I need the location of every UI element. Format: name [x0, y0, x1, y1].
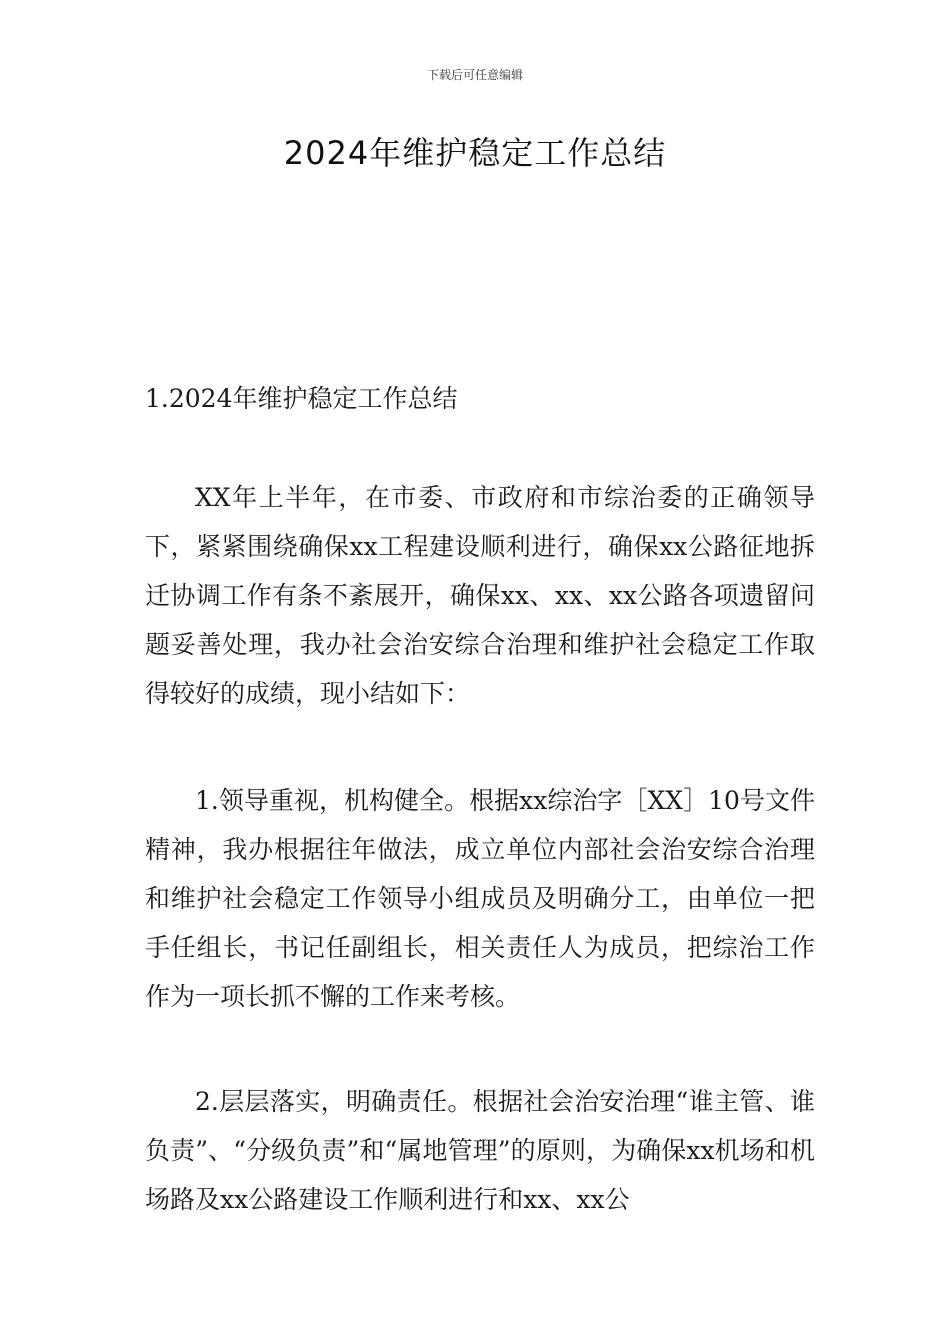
header-note: 下载后可任意编辑 [426, 68, 523, 82]
section-heading: 1.2024年维护稳定工作总结 [145, 384, 458, 413]
paragraph-responsibility: 2.层层落实，明确责任。根据社会治安治理“谁主管、谁负责”、“分级负责”和“属地管理”的原则，为确保xx机场和机场路及xx公路建设工作顺利进行和xx、xx公 [145, 1087, 815, 1214]
document-title: 2024年维护稳定工作总结 [283, 134, 667, 172]
paragraph-leadership: 1.领导重视，机构健全。根据xx综治字［XX］10号文件精神，我办根据往年做法，成立单位内部社会治安综合治理和维护社会稳定工作领导小组成员及明确分工，由单位一把手任组长，书记任副组长，相关责任人为成员，把综治工作作为一项长抓不懈的工作来考核。 [145, 786, 815, 1011]
paragraph-intro: XX年上半年，在市委、市政府和市综治委的正确领导下，紧紧围绕确保xx工程建设顺利进行，确保xx公路征地拆迁协调工作有条不紊展开，确保xx、xx、xx公路各项遗留问题妥善处理，我办社会治安综合治理和维护社会稳定工作取得较好的成绩，现小结如下： [145, 483, 815, 708]
